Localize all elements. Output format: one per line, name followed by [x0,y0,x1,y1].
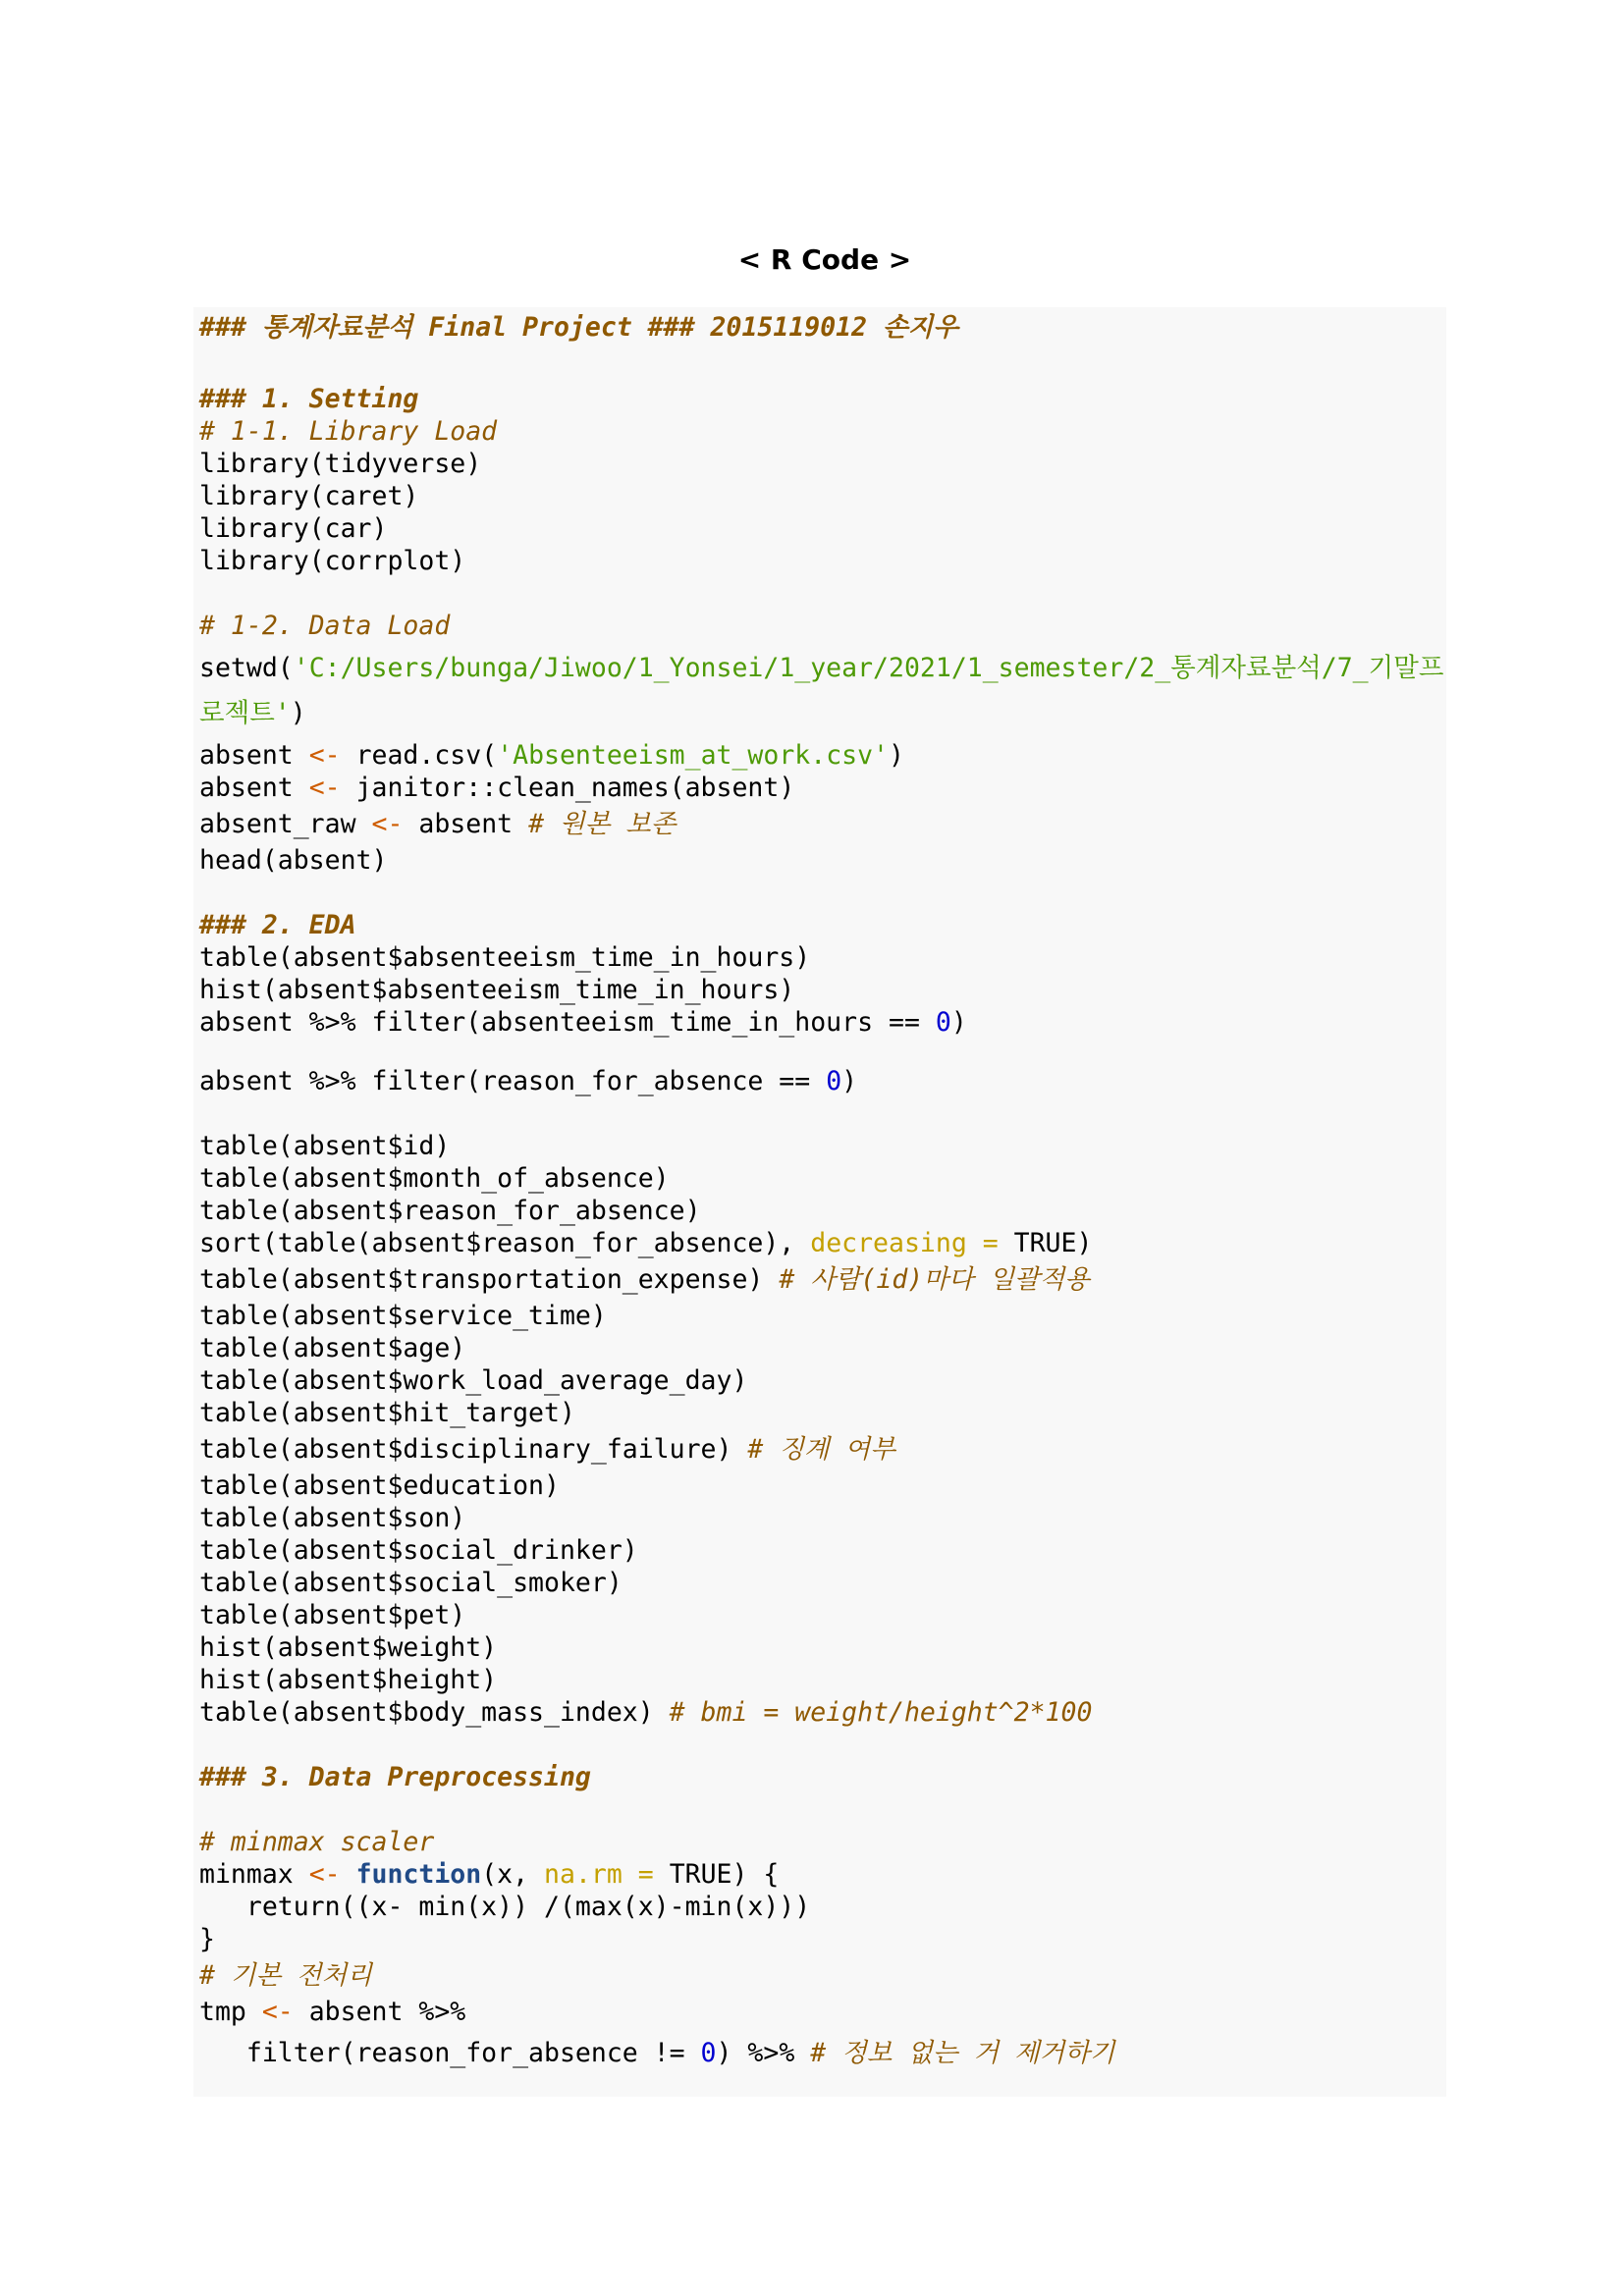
clean-rhs: janitor::clean_names(absent) [340,773,795,803]
tmp-lhs: tmp [199,1997,262,2027]
filter-pre: filter(reason_for_absence != [199,2038,701,2068]
code-line-eda-table: table(absent$absenteeism_time_in_hours) [199,942,811,973]
code-header-comment: ### 통계자료분석 Final Project ### 2015119012 손지우 [199,312,958,343]
code-line-age: table(absent$age) [199,1333,466,1363]
read-filename: 'Absenteeism_at_work.csv' [497,740,890,771]
code-line-eda-filter-reason [199,1065,857,1098]
code-line-eda-filter-hours [199,1006,967,1040]
clean-lhs: absent [199,773,309,803]
filter-post: ) %>% [716,2038,811,2068]
data-load-comment: # 1-2. Data Load [199,611,451,641]
code-line-library-tidyverse: library(tidyverse) [199,449,482,479]
number-literal: 0 [700,2038,717,2068]
raw-rhs: absent [403,809,529,839]
read-lhs: absent [199,740,309,771]
code-line-work-load: table(absent$work_load_average_day) [199,1365,748,1396]
code-line-education: table(absent$education) [199,1470,560,1501]
preprocessing-heading: ### 3. Data Preprocessing [199,1762,591,1792]
code-line-setwd [199,652,1443,685]
code-line-hist-height: hist(absent$height) [199,1665,498,1695]
bmi-comment: # bmi = weight/height^2*100 [669,1697,1093,1728]
filter-comment: # 정보 없는 거 제거하기 [810,2038,1115,2068]
filter-reason-pre: absent %>% filter(reason_for_absence == [199,1066,827,1096]
code-line-sort [199,1227,1092,1260]
setwd-path-part2: 로젝트' [199,698,291,728]
setting-heading: ### 1. Setting [199,384,419,414]
code-line-table-month: table(absent$month_of_absence) [199,1163,670,1194]
filter-hours-pre: absent %>% filter(absenteeism_time_in_hours == [199,1007,936,1038]
code-line-son: table(absent$son) [199,1503,466,1533]
assign-operator: <- [261,1997,294,2027]
minmax-comment: # minmax scaler [199,1827,435,1857]
raw-comment: # 원본 보존 [528,809,677,839]
filter-hours-close: ) [950,1007,967,1038]
code-line-service-time: table(absent$service_time) [199,1301,607,1331]
filter-reason-close: ) [841,1066,858,1096]
code-line-head: head(absent) [199,845,388,876]
eda-heading: ### 2. EDA [199,910,356,940]
read-fn: read.csv( [340,740,498,771]
sort-post: TRUE) [998,1228,1093,1258]
document-title: < R Code > [737,243,912,276]
sort-argument: decreasing = [810,1228,999,1258]
tmp-rhs: absent %>% [293,1997,466,2027]
assign-operator: <- [308,1859,341,1890]
disciplinary-pre: table(absent$disciplinary_failure) [199,1434,748,1465]
number-literal: 0 [826,1066,842,1096]
assign-operator: <- [371,809,404,839]
raw-lhs: absent_raw [199,809,372,839]
code-line-transportation [199,1263,1090,1297]
code-line-minmax-def [199,1858,779,1892]
code-line-tmp [199,1996,465,2029]
code-line-pet: table(absent$pet) [199,1600,466,1630]
code-line-filter-reason [199,2037,1114,2070]
function-keyword: function [355,1859,482,1890]
code-block [193,307,1446,2097]
code-line-social-smoker: table(absent$social_smoker) [199,1568,623,1598]
sort-pre: sort(table(absent$reason_for_absence), [199,1228,811,1258]
setwd-fn: setwd( [199,653,294,683]
library-load-comment: # 1-1. Library Load [199,416,498,447]
code-line-bmi [199,1696,1092,1730]
fn-args-close: TRUE) { [653,1859,780,1890]
code-line-library-caret: library(caret) [199,481,419,511]
code-line-close-brace: } [199,1924,215,1954]
code-line-setwd-cont [199,697,306,730]
code-line-read-csv [199,739,904,773]
code-line-table-id: table(absent$id) [199,1131,451,1161]
code-line-eda-hist: hist(absent$absenteeism_time_in_hours) [199,975,795,1005]
bmi-pre: table(absent$body_mass_index) [199,1697,670,1728]
read-close: ) [889,740,904,771]
code-line-social-drinker: table(absent$social_drinker) [199,1535,638,1566]
code-line-hit-target: table(absent$hit_target) [199,1398,575,1428]
code-line-disciplinary [199,1433,895,1467]
number-literal: 0 [935,1007,951,1038]
transport-comment: # 사람(id)마다 일괄적용 [779,1264,1090,1295]
basic-preprocessing-comment: # 기본 전처리 [199,1960,372,1991]
minmax-lhs: minmax [199,1859,309,1890]
code-line-absent-raw [199,808,676,841]
code-line-library-corrplot: library(corrplot) [199,546,466,576]
code-line-hist-weight: hist(absent$weight) [199,1632,498,1663]
code-line-table-reason: table(absent$reason_for_absence) [199,1196,701,1226]
transport-pre: table(absent$transportation_expense) [199,1264,780,1295]
assign-operator: <- [308,740,341,771]
code-line-clean-names [199,772,794,805]
setwd-close: ) [290,698,306,728]
disciplinary-comment: # 징계 여부 [747,1434,895,1465]
setwd-path-part1: 'C:/Users/bunga/Jiwoo/1_Yonsei/1_year/2021/1_semester/2_통계자료분석/7_기말프 [293,653,1444,683]
narm-argument: na.rm = [544,1859,654,1890]
code-line-library-car: library(car) [199,513,388,544]
fn-args-open: (x, [481,1859,545,1890]
assign-operator: <- [308,773,341,803]
code-line-return: return((x- min(x)) /(max(x)-min(x))) [199,1892,811,1922]
